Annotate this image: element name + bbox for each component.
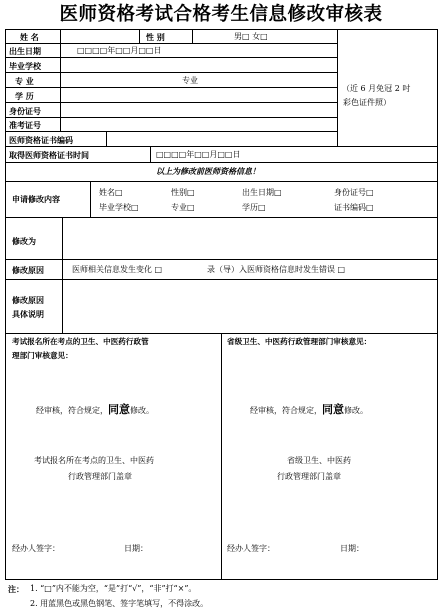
- review-form-table: [5, 29, 438, 580]
- row-divider: [6, 102, 337, 103]
- cert-date-value[interactable]: □□□□年□□月□□日: [156, 150, 241, 159]
- apply-option-gender[interactable]: 性别□: [171, 188, 195, 197]
- left-seal-text: 考试报名所在考点的卫生、中医药: [34, 456, 154, 465]
- col-divider: [192, 30, 193, 44]
- reason-option-changed[interactable]: 医师相关信息发生变化 □: [72, 265, 163, 274]
- row-divider: [6, 57, 337, 58]
- reason-option-entry-error[interactable]: 录（导）入医师资格信息时发生错误 □: [207, 265, 346, 274]
- apply-option-major[interactable]: 专业□: [171, 203, 195, 212]
- right-seal-text-2: 行政管理部门盖章: [277, 472, 341, 481]
- pre-change-note: 以上为修改前医师资格信息！: [156, 166, 260, 176]
- col-divider: [221, 333, 222, 579]
- apply-option-dob[interactable]: 出生日期□: [242, 188, 282, 197]
- col-divider: [337, 30, 338, 146]
- major-label: 专 业: [15, 76, 34, 86]
- apply-option-name[interactable]: 姓名□: [99, 188, 123, 197]
- notes-label: 注：: [8, 584, 24, 594]
- degree-label: 学 历: [15, 91, 34, 101]
- right-approval-text: 经审核，符合规定，同意修改。: [250, 403, 368, 416]
- row-divider: [6, 43, 337, 44]
- left-seal-text-2: 行政管理部门盖章: [68, 472, 132, 481]
- col-divider: [60, 30, 61, 131]
- form-title: 医师资格考试合格考生信息修改审核表: [59, 4, 383, 25]
- apply-option-degree[interactable]: 学历□: [242, 203, 266, 212]
- modify-as-label: 修改为: [12, 236, 36, 246]
- photo-note-line2: 彩色证件照）: [343, 98, 391, 107]
- dob-label: 出生日期: [9, 46, 41, 56]
- row-divider: [6, 131, 337, 132]
- reason-detail-label: 修改原因: [12, 295, 44, 305]
- col-divider: [150, 146, 151, 162]
- row-divider: [6, 279, 437, 280]
- row-divider: [6, 181, 437, 182]
- photo-note-line1: （近 6 月免冠 2 吋: [342, 84, 411, 93]
- right-date-label[interactable]: 日期：: [340, 544, 364, 553]
- dob-value[interactable]: □□□□年□□月□□日: [77, 46, 162, 55]
- reason-label: 修改原因: [12, 265, 44, 275]
- left-review-heading-2: 理部门审核意见：: [12, 351, 73, 360]
- apply-option-cert-no[interactable]: 证书编码□: [334, 203, 374, 212]
- col-divider: [90, 181, 91, 217]
- cert-date-label: 取得医师资格证书时间: [9, 150, 89, 160]
- row-divider: [6, 117, 337, 118]
- row-divider: [6, 162, 437, 163]
- cert-no-label: 医师资格证书编码: [9, 135, 73, 145]
- right-seal-text: 省级卫生、中医药: [287, 456, 351, 465]
- apply-option-school[interactable]: 毕业学校□: [99, 203, 139, 212]
- left-approval-text: 经审核，符合规定，同意修改。: [36, 403, 154, 416]
- row-divider: [6, 87, 337, 88]
- gender-options[interactable]: 男□ 女□: [234, 32, 268, 41]
- name-label: 姓 名: [20, 32, 39, 42]
- col-divider: [62, 217, 63, 333]
- row-divider: [6, 146, 437, 147]
- row-divider: [6, 259, 437, 260]
- row-divider: [6, 217, 437, 218]
- reason-detail-label-2: 具体说明: [12, 309, 44, 319]
- apply-label: 申请修改内容: [12, 194, 60, 204]
- id-label: 身份证号: [9, 106, 41, 116]
- note-line-2: 2. 用蓝黑色或黑色钢笔、签字笔填写，不得涂改。: [30, 599, 209, 608]
- apply-option-id[interactable]: 身份证号□: [334, 188, 374, 197]
- right-signer-label[interactable]: 经办人签字：: [227, 544, 275, 553]
- row-divider: [6, 72, 337, 73]
- col-divider: [139, 30, 140, 44]
- admission-label: 准考证号: [9, 120, 41, 130]
- col-divider: [106, 131, 107, 146]
- left-date-label[interactable]: 日期：: [124, 544, 148, 553]
- school-label: 毕业学校: [9, 61, 41, 71]
- note-line-1: 1. “□”内不能为空，“是”打“√”，“非”打“×”。: [30, 584, 197, 593]
- major-placeholder[interactable]: 专业: [182, 76, 198, 85]
- left-review-heading: 考试报名所在考点的卫生、中医药行政管: [12, 337, 149, 346]
- right-review-heading: 省级卫生、中医药行政管理部门审核意见：: [227, 337, 372, 346]
- left-signer-label[interactable]: 经办人签字：: [12, 544, 60, 553]
- gender-label: 性 别: [146, 32, 165, 42]
